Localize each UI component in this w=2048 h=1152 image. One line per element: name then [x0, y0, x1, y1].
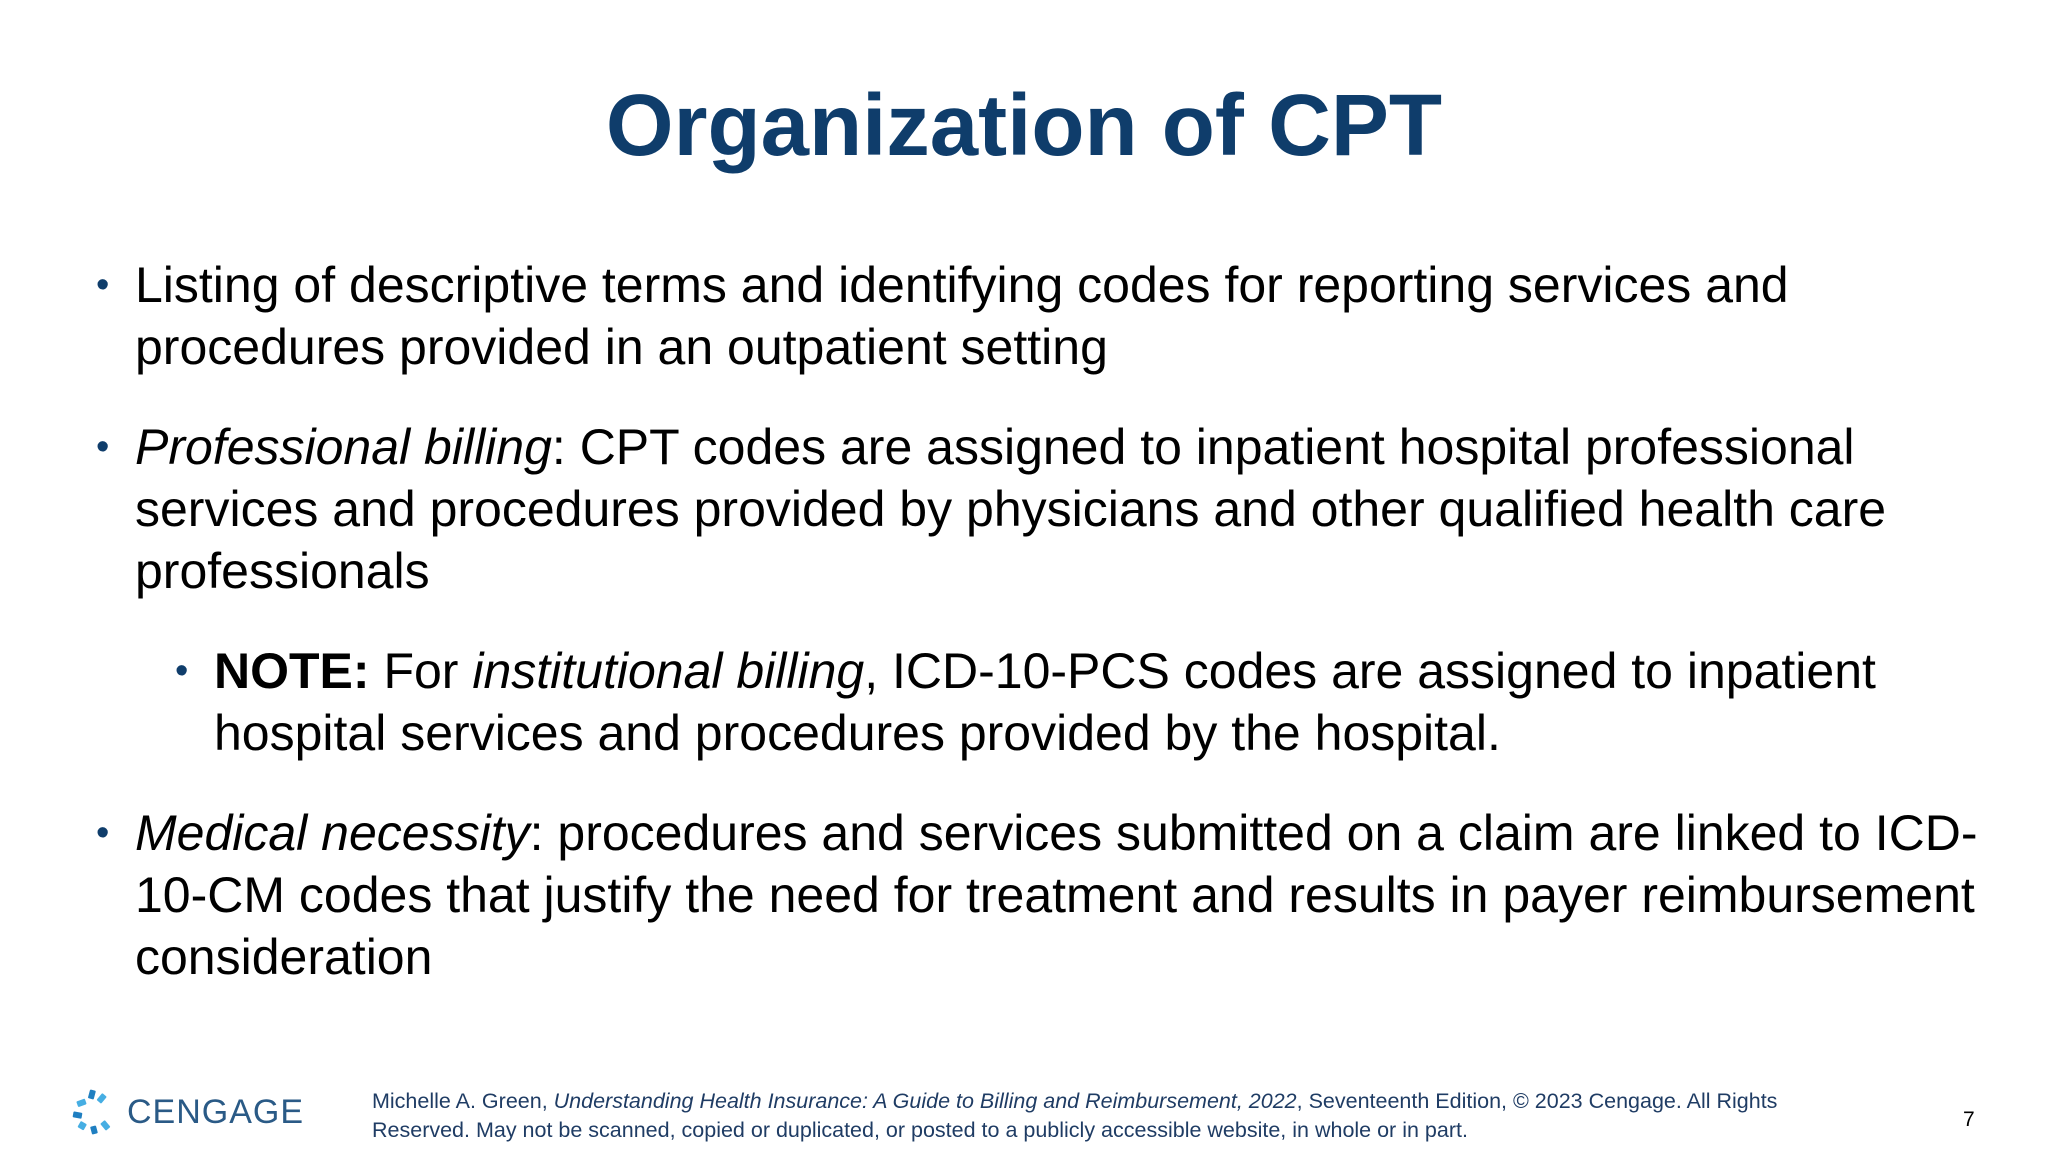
sub-bullet-item — [175, 640, 1996, 764]
bullet-dot-icon: • — [96, 264, 110, 306]
logo-piece — [76, 1098, 87, 1107]
bullet-dot-icon: • — [175, 650, 189, 692]
logo-piece — [90, 1125, 98, 1134]
bullet-item — [96, 802, 1996, 988]
bullet-text: : procedures and services submitted on a claim are linked to ICD-10-CM codes that justify the need for treatment and results in payer reimbursement consideration — [135, 805, 1978, 985]
bullet-dot-icon: • — [96, 812, 110, 854]
logo-piece — [96, 1093, 106, 1104]
bullet-term: Professional billing — [135, 419, 552, 475]
bullet-dot-icon: • — [96, 426, 110, 468]
bullet-text: Listing of descriptive terms and identifying codes for reporting services and procedures provided in an outpatient setting — [135, 257, 1789, 375]
cengage-logo — [71, 1088, 304, 1136]
bullet-item — [96, 254, 1996, 378]
bullet-term: Medical necessity — [135, 805, 530, 861]
bullet-text: : CPT codes are assigned to inpatient hospital professional services and procedures provided by physicians and other qualified health care professionals — [135, 419, 1887, 599]
footer-book-title: Understanding Health Insurance: A Guide to Billing and Reimbursement, 2022 — [553, 1089, 1297, 1113]
page-number: 7 — [1963, 1108, 1975, 1131]
bullet-term: institutional billing — [472, 643, 865, 699]
cengage-logo-icon — [71, 1088, 119, 1136]
logo-piece — [73, 1111, 83, 1118]
logo-text: CENGAGE — [127, 1092, 305, 1131]
footer-citation — [372, 1087, 1872, 1145]
slide-title: Organization of CPT — [605, 77, 1443, 174]
bullet-item — [96, 416, 1996, 602]
logo-piece — [100, 1120, 110, 1131]
bullet-text: , ICD-10-PCS codes are assigned to inpatient hospital services and procedures provided by the hospital. — [214, 643, 1876, 761]
logo-piece — [77, 1121, 87, 1131]
bullet-list — [96, 254, 1996, 1026]
note-label: NOTE: — [214, 643, 370, 699]
logo-piece — [88, 1089, 96, 1099]
footer-rights: , Seventeenth Edition, © 2023 Cengage. All Rights Reserved. May not be scanned, copied or duplicated, or posted to a publicly accessible website, in whole or in part. — [372, 1089, 1778, 1142]
footer-author: Michelle A. Green, — [372, 1089, 554, 1113]
bullet-text-pre: For — [369, 643, 473, 699]
